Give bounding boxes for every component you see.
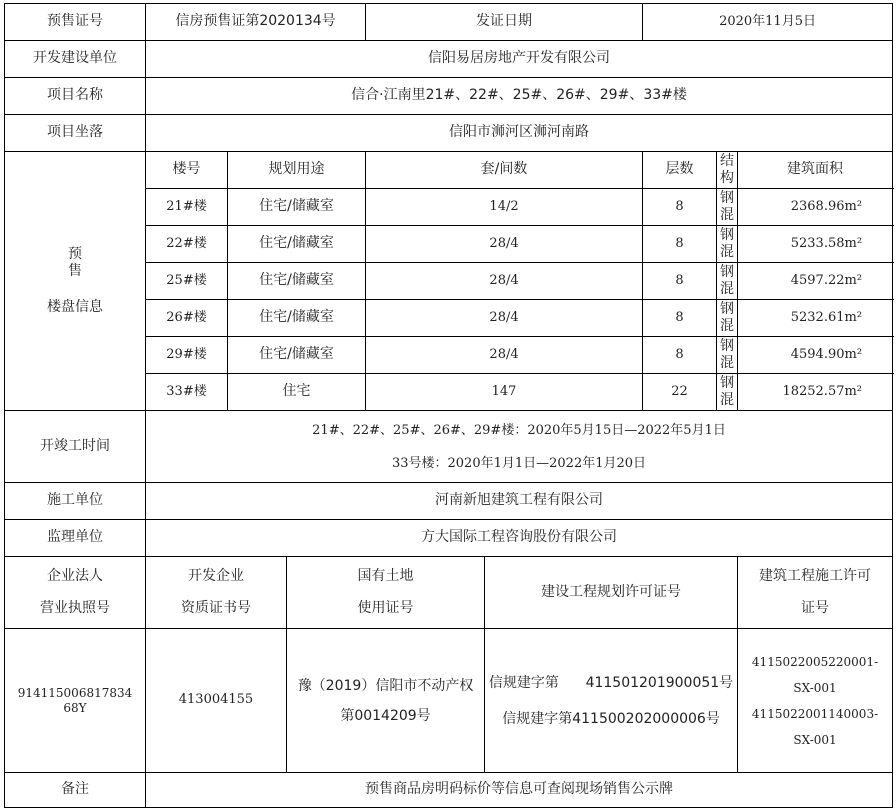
units-cell: 28/4 [366,226,643,263]
plan-permit-header: 建设工程规划许可证号 [485,557,738,629]
build-permit-line1: 4115022005220001- [751,654,879,669]
project-name-row [5,78,893,115]
use-cell: 住宅/储藏室 [228,263,366,300]
units-cell: 14/2 [366,189,643,226]
units-cell: 147 [366,374,643,411]
presale-info-label [5,152,146,411]
land-cert-line2: 第0014209号 [340,707,431,724]
floors-cell: 8 [643,337,717,374]
area-cell: 4594.90m² [738,337,893,374]
plan-permit-line2: 信规建字第411500202000006号 [502,710,720,727]
legal-license-header-line2: 营业执照号 [40,599,110,616]
construction-period-line1: 21#、22#、25#、26#、29#楼：2020年5月15日—2022年5月1日 [312,422,726,438]
qualification-header-line2: 资质证书号 [181,599,251,616]
units-cell: 28/4 [366,300,643,337]
area-cell: 5232.61m² [738,300,893,337]
units-cell: 28/4 [366,263,643,300]
developer-value: 信阳易居房地产开发有限公司 [146,41,893,78]
remarks-label: 备注 [5,773,146,808]
col-header-units: 套/间数 [366,152,643,189]
building-cell: 33#楼 [146,374,228,411]
area-cell: 5233.58m² [738,226,893,263]
legal-license-header-line1: 企业法人 [47,568,103,584]
contractor-value: 河南新旭建筑工程有限公司 [146,483,893,520]
issue-date-value: 2020年11月5日 [643,4,893,41]
build-permit-header-line1: 建筑工程施工许可 [759,568,872,584]
project-name-label: 项目名称 [5,78,146,115]
units-cell: 28/4 [366,337,643,374]
presale-permit-document [4,3,892,805]
presale-cert-label: 预售证号 [5,4,146,41]
cert-row [5,4,893,41]
structure-cell: 钢混 [717,374,738,411]
col-header-area: 建筑面积 [738,152,893,189]
plan-permit-number [485,629,738,773]
supervisor-row [5,520,893,557]
project-name-value: 信合·江南里21#、22#、25#、26#、29#、33#楼 [146,78,893,115]
build-permit-header [738,557,893,629]
construction-period-label: 开竣工时间 [5,411,146,483]
col-header-structure: 结构 [717,152,738,189]
use-cell: 住宅/储藏室 [228,189,366,226]
supervisor-value: 方大国际工程咨询股份有限公司 [146,520,893,557]
qualification-header-line1: 开发企业 [188,568,244,584]
license-value-row [5,629,893,773]
building-cell: 26#楼 [146,300,228,337]
presale-info-label-line2: 楼盘信息 [47,298,103,315]
project-location-label: 项目坐落 [5,115,146,152]
license-header-row [5,557,893,629]
legal-license-number: 914115006817834​68Y [5,629,146,773]
structure-cell: 钢混 [717,300,738,337]
build-permit-line2: SX-001 [793,680,837,695]
structure-cell: 钢混 [717,263,738,300]
construction-period-row [5,411,893,483]
structure-cell: 钢混 [717,337,738,374]
building-cell: 29#楼 [146,337,228,374]
build-permit-number [738,629,893,773]
use-cell: 住宅/储藏室 [228,300,366,337]
land-cert-header [287,557,485,629]
building-cell: 22#楼 [146,226,228,263]
project-location-row [5,115,893,152]
area-cell: 4597.22m² [738,263,893,300]
presale-info-label-line1: 预售 [68,245,126,280]
floors-cell: 8 [643,189,717,226]
land-cert-line1: 豫（2019）信阳市不动产权 [297,677,474,694]
building-cell: 21#楼 [146,189,228,226]
presale-permit-table [4,3,893,808]
construction-period-value [146,411,893,483]
structure-cell: 钢混 [717,226,738,263]
remarks-row [5,773,893,808]
build-permit-header-line2: 证号 [801,599,830,616]
floors-cell: 8 [643,300,717,337]
floors-cell: 22 [643,374,717,411]
floors-cell: 8 [643,263,717,300]
remarks-value: 预售商品房明码标价等信息可查阅现场销售公示牌 [146,773,893,808]
issue-date-label: 发证日期 [366,4,643,41]
floors-cell: 8 [643,226,717,263]
build-permit-line3: 4115022001140003- [751,706,879,721]
project-location-value: 信阳市浉河区浉河南路 [146,115,893,152]
structure-cell: 钢混 [717,189,738,226]
area-cell: 18252.57m² [738,374,893,411]
presale-cert-value: 信房预售证第2020134号 [146,4,366,41]
contractor-row [5,483,893,520]
contractor-label: 施工单位 [5,483,146,520]
land-cert-header-line1: 国有土地 [357,568,414,584]
area-cell: 2368.96m² [738,189,893,226]
supervisor-label: 监理单位 [5,520,146,557]
col-header-building: 楼号 [146,152,228,189]
developer-label: 开发建设单位 [5,41,146,78]
qualification-header [146,557,287,629]
legal-license-header [5,557,146,629]
construction-period-line2: 33号楼：2020年1月1日—2022年1月20日 [391,455,647,471]
qualification-number: 413004155 [146,629,287,773]
presale-header-row [5,152,893,189]
col-header-floors: 层数 [643,152,717,189]
use-cell: 住宅 [228,374,366,411]
developer-row [5,41,893,78]
building-cell: 25#楼 [146,263,228,300]
use-cell: 住宅/储藏室 [228,337,366,374]
build-permit-line4: SX-001 [793,732,837,747]
land-cert-header-line2: 使用证号 [357,599,414,616]
use-cell: 住宅/储藏室 [228,226,366,263]
col-header-use: 规划用途 [228,152,366,189]
plan-permit-line1: 信规建字第 411501201900051号 [488,674,734,691]
land-cert-number [287,629,485,773]
